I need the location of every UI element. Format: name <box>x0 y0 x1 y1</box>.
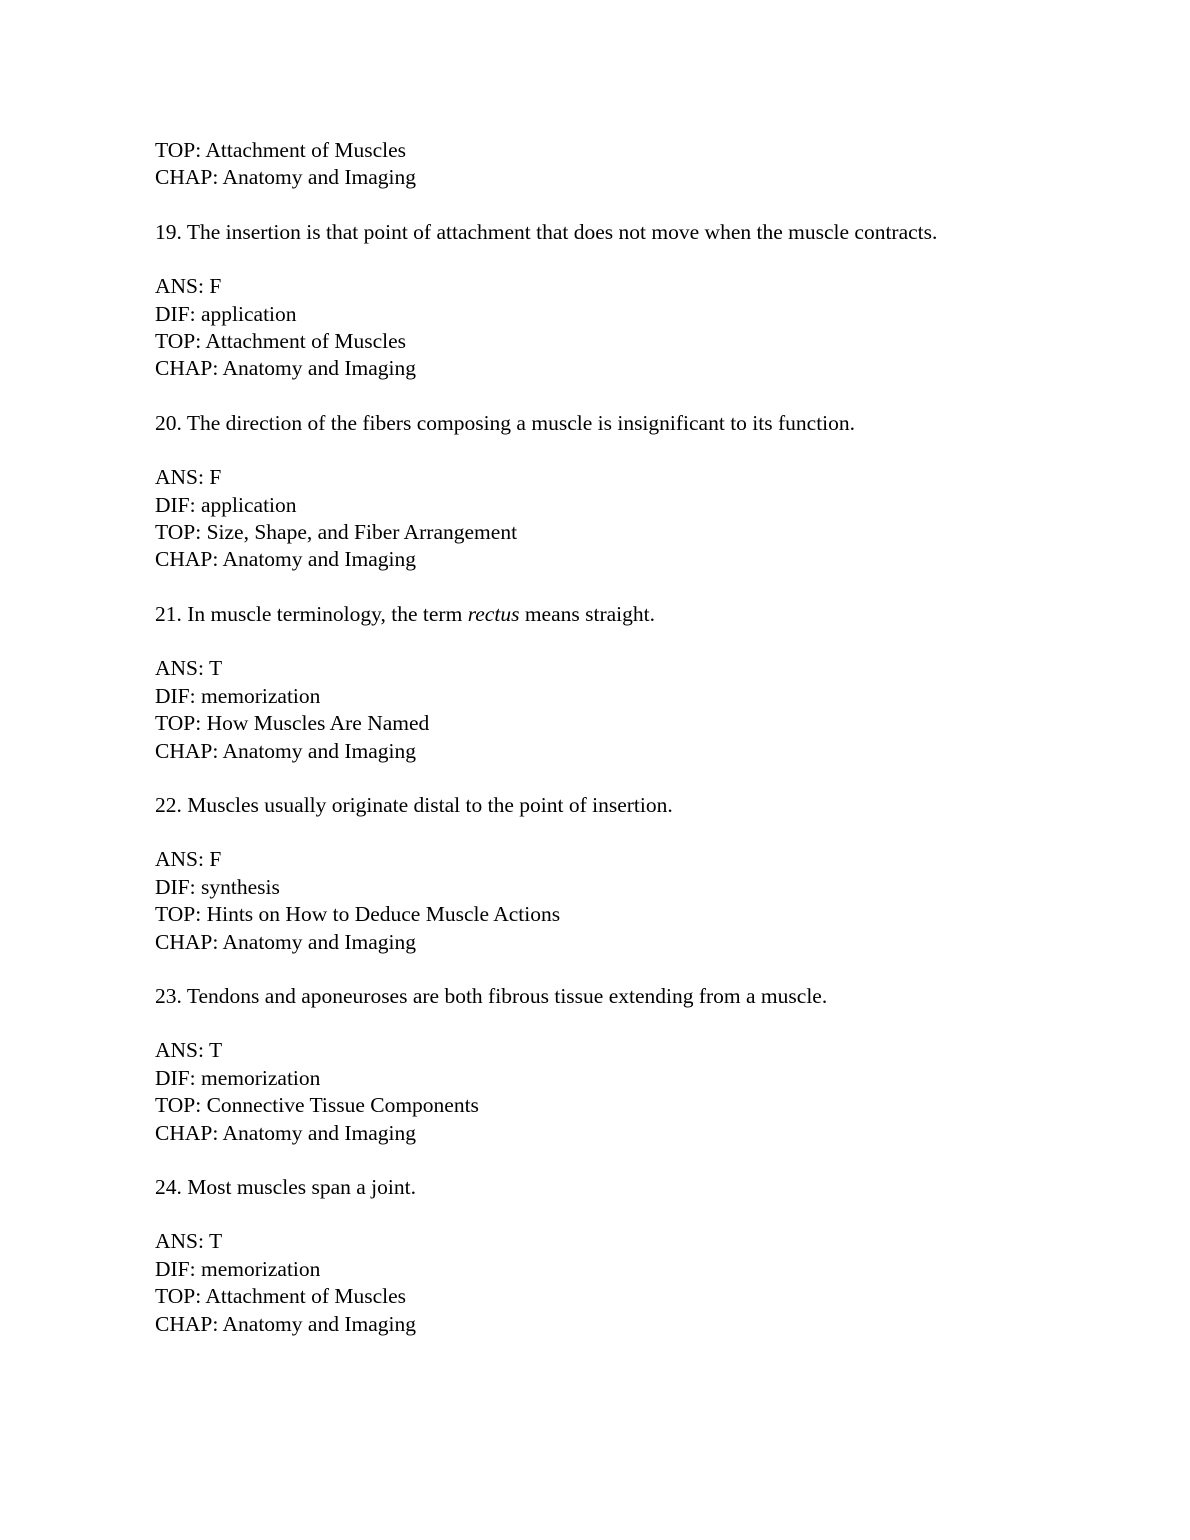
question-line: 22. Muscles usually originate distal to the point of insertion. <box>155 792 673 817</box>
metadata-line: CHAP: Anatomy and Imaging <box>155 356 416 381</box>
paragraph-spacer <box>155 383 1040 410</box>
question-text-post: means straight. <box>519 601 655 626</box>
metadata-line: CHAP: Anatomy and Imaging <box>155 1311 416 1336</box>
emphasized-term: rectus <box>467 601 520 626</box>
text-block-question <box>155 983 1040 1010</box>
metadata-line: ANS: F <box>155 274 222 299</box>
metadata-line: ANS: T <box>155 656 223 681</box>
metadata-line: DIF: memorization <box>155 1256 321 1281</box>
metadata-line: TOP: Connective Tissue Components <box>155 1093 479 1118</box>
paragraph-spacer <box>155 628 1040 655</box>
text-block-answer <box>155 273 1040 383</box>
text-block-meta <box>155 137 1040 192</box>
text-block-answer <box>155 1037 1040 1147</box>
paragraph-spacer <box>155 246 1040 273</box>
metadata-line: ANS: T <box>155 1038 223 1063</box>
metadata-line: DIF: application <box>155 492 297 517</box>
paragraph-spacer <box>155 437 1040 464</box>
metadata-line: TOP: Hints on How to Deduce Muscle Actions <box>155 902 561 927</box>
metadata-line: ANS: F <box>155 847 222 872</box>
metadata-line: ANS: F <box>155 465 222 490</box>
metadata-line: CHAP: Anatomy and Imaging <box>155 929 416 954</box>
text-block-question-italic <box>155 601 1040 628</box>
paragraph-spacer <box>155 192 1040 219</box>
paragraph-spacer <box>155 956 1040 983</box>
question-text-pre: 21. In muscle terminology, the term <box>155 601 468 626</box>
metadata-line: DIF: application <box>155 301 297 326</box>
metadata-line: TOP: Attachment of Muscles <box>155 329 407 354</box>
text-block-question <box>155 410 1040 437</box>
document-text-body <box>155 137 1040 1338</box>
metadata-line: TOP: Attachment of Muscles <box>155 138 407 162</box>
metadata-line: ANS: T <box>155 1229 223 1254</box>
paragraph-spacer <box>155 819 1040 846</box>
text-block-answer <box>155 464 1040 574</box>
metadata-line: CHAP: Anatomy and Imaging <box>155 165 416 190</box>
paragraph-spacer <box>155 765 1040 792</box>
metadata-line: DIF: memorization <box>155 1065 321 1090</box>
paragraph-spacer <box>155 1010 1040 1037</box>
paragraph-spacer <box>155 1201 1040 1228</box>
text-block-answer <box>155 655 1040 765</box>
question-line: 23. Tendons and aponeuroses are both fibrous tissue extending from a muscle. <box>155 983 828 1008</box>
paragraph-spacer <box>155 1147 1040 1174</box>
question-line: 24. Most muscles span a joint. <box>155 1174 416 1199</box>
text-block-question <box>155 1174 1040 1201</box>
text-block-question <box>155 219 1040 246</box>
metadata-line: DIF: synthesis <box>155 874 280 899</box>
metadata-line: TOP: Size, Shape, and Fiber Arrangement <box>155 520 518 545</box>
metadata-line: CHAP: Anatomy and Imaging <box>155 738 416 763</box>
text-block-answer <box>155 846 1040 956</box>
question-line: 19. The insertion is that point of attachment that does not move when the muscle contracts. <box>155 219 938 244</box>
text-block-answer <box>155 1228 1040 1338</box>
paragraph-spacer <box>155 574 1040 601</box>
metadata-line: CHAP: Anatomy and Imaging <box>155 547 416 572</box>
metadata-line: DIF: memorization <box>155 683 321 708</box>
question-line <box>155 601 1040 628</box>
metadata-line: CHAP: Anatomy and Imaging <box>155 1120 416 1145</box>
text-block-question <box>155 792 1040 819</box>
question-line: 20. The direction of the fibers composing a muscle is insignificant to its function. <box>155 410 856 435</box>
metadata-line: TOP: Attachment of Muscles <box>155 1284 407 1309</box>
metadata-line: TOP: How Muscles Are Named <box>155 711 430 736</box>
